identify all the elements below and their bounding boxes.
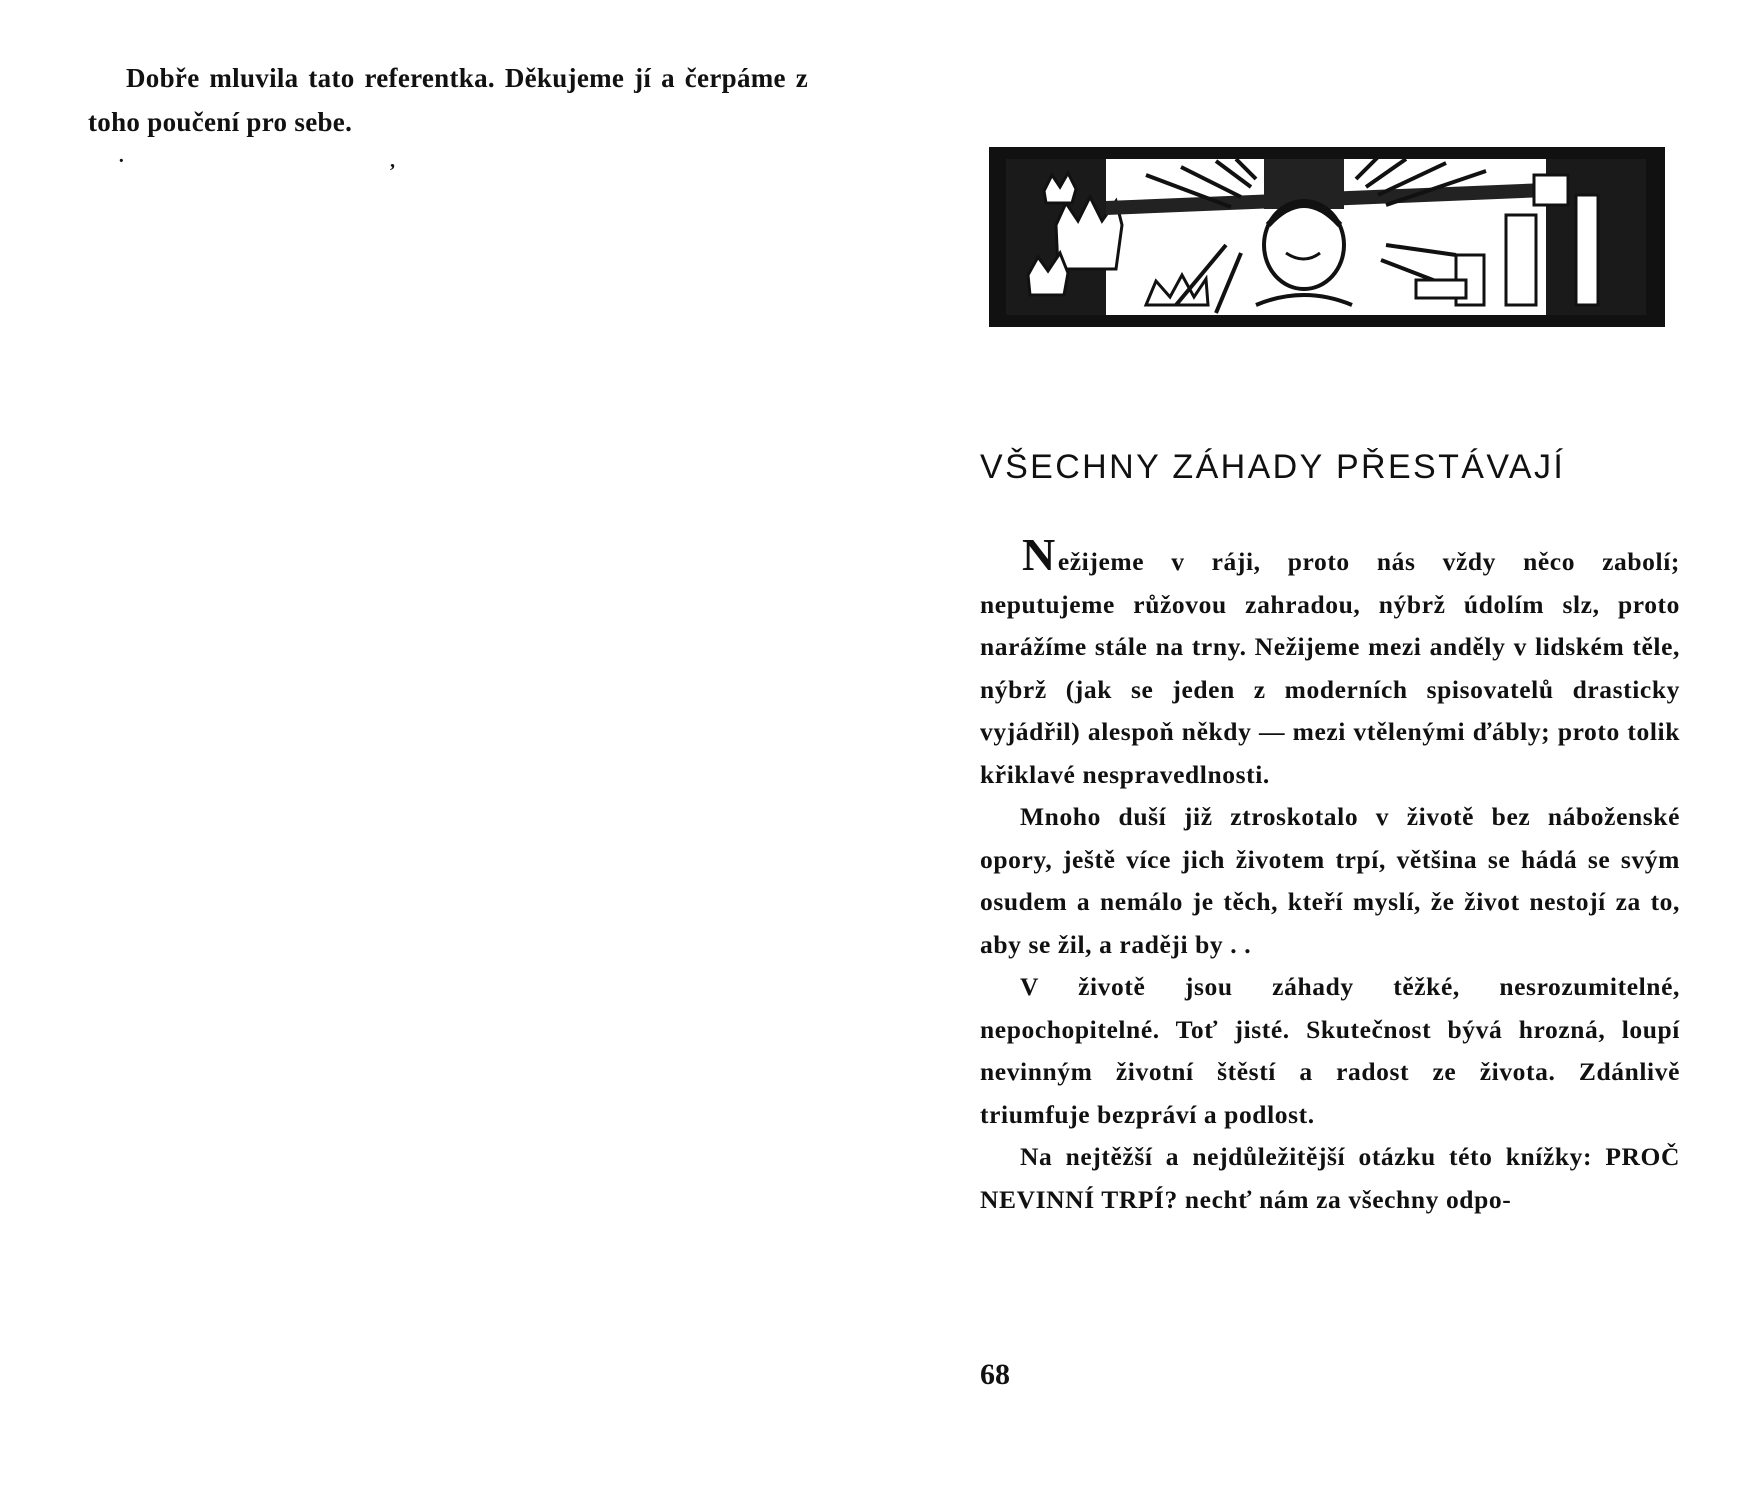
question-caps: PROČ NEVINNÍ TRPÍ? — [980, 1142, 1680, 1214]
woodcut-vignette-illustration — [986, 145, 1668, 330]
page-number: 68 — [980, 1358, 1010, 1391]
chapter-body — [980, 529, 1680, 1221]
paragraph: V životě jsou záhady těžké, nesrozumitelné, nepochopitelné. Toť jisté. Skutečnost bývá hrozná, loupí nevinným životní štěstí a radost ze života. Zdánlivě triumfuje bezpráví a podlost. — [980, 972, 1680, 1129]
chapter-title: VŠECHNY ZÁHADY PŘESTÁVAJÍ — [980, 448, 1566, 486]
paragraph: Mnoho duší již ztroskotalo v životě bez náboženské opory, ještě více jich životem trpí, většina se hádá se svým osudem a nemálo je těch, kteří myslí, že život nestojí za to, aby se žil, a raději by . . — [980, 802, 1680, 959]
print-speck: , — [390, 150, 395, 172]
left-page — [0, 0, 870, 1500]
paragraph — [980, 529, 1680, 796]
print-speck: · — [118, 150, 125, 172]
left-paragraph: Dobře mluvila tato referentka. Děkujeme jí a čerpáme z toho poučení pro sebe. — [88, 63, 808, 137]
paragraph-text: ežijeme v ráji, proto nás vždy něco zabolí; neputujeme růžovou zahradou, nýbrž údolím slz, proto narážíme stále na trny. Nežijeme mezi anděly v lidském těle, nýbrž (jak se jeden z moderních spisovatelů drasticky vyjádřil) alespoň někdy — mezi vtělenými ďábly; proto tolik křiklavé nespravedlnosti. — [980, 547, 1680, 789]
drop-cap: N — [1022, 529, 1056, 580]
right-page — [870, 0, 1760, 1500]
paragraph — [980, 1136, 1680, 1221]
paragraph-tail: nechť nám za všechny odpo- — [1184, 1184, 1512, 1214]
paragraph-lead: Na nejtěžší a nejdůležitější otázku této knížky: — [1020, 1142, 1593, 1171]
left-page-text — [88, 56, 808, 144]
